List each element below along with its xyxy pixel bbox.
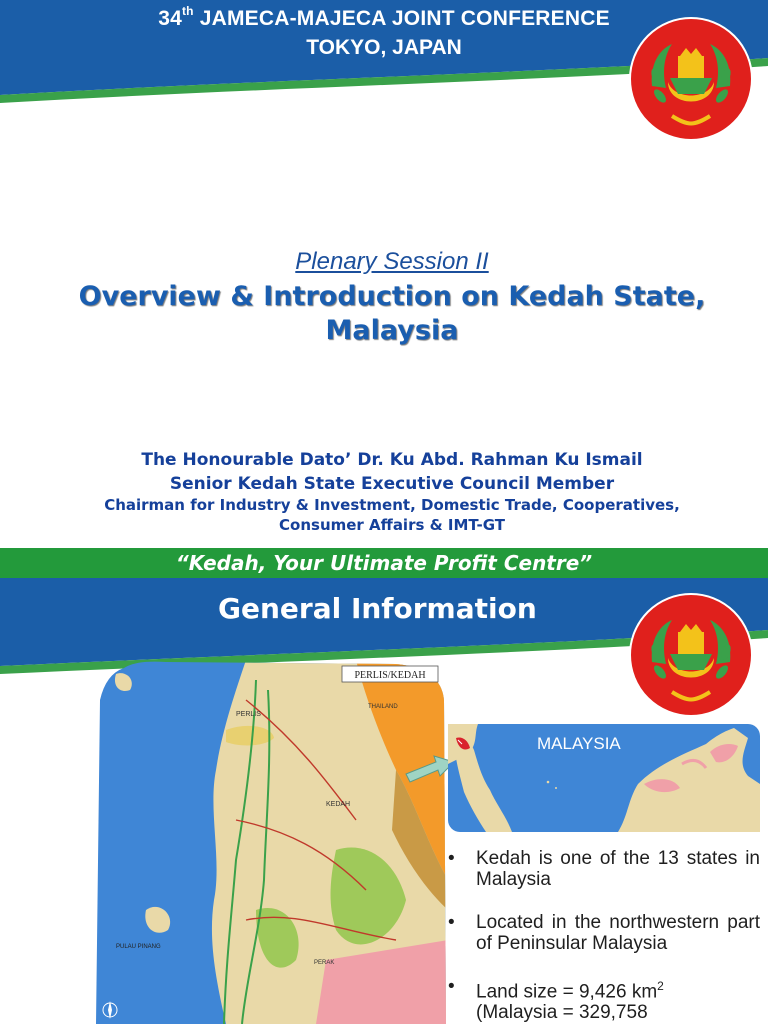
title-line-2: Malaysia bbox=[325, 315, 459, 346]
fact-superscript: 2 bbox=[657, 979, 664, 993]
kedah-crest-icon bbox=[628, 592, 754, 718]
session-label: Plenary Session II bbox=[295, 248, 489, 275]
kedah-map bbox=[96, 660, 448, 1024]
presenter-portfolio-line-2: Consumer Affairs & IMT-GT bbox=[279, 516, 505, 534]
kedah-crest-icon bbox=[628, 16, 754, 142]
presenter-role: Senior Kedah State Executive Council Member bbox=[169, 474, 615, 494]
fact-text-continued: (Malaysia = 329,758 bbox=[476, 1002, 648, 1024]
title-line-1: Overview & Introduction on Kedah State, bbox=[78, 281, 706, 312]
conference-name: JAMECA-MAJECA JOINT CONFERENCE bbox=[193, 7, 610, 30]
fact-list bbox=[448, 848, 760, 1024]
conference-ordinal: th bbox=[181, 4, 194, 18]
fact-text: Located in the northwestern part of Peninsular Malaysia bbox=[476, 912, 760, 954]
fact-text: Kedah is one of the 13 states in Malaysia bbox=[476, 848, 760, 890]
presenter-name: The Honourable Dato’ Dr. Ku Abd. Rahman Ku Ismail bbox=[141, 450, 643, 470]
presenter-portfolio-line-1: Chairman for Industry & Investment, Domestic Trade, Cooperatives, bbox=[104, 496, 680, 514]
inset-map-label: MALAYSIA bbox=[537, 734, 621, 753]
slide-title: General Information bbox=[218, 592, 537, 625]
presentation-title bbox=[40, 280, 744, 348]
list-item bbox=[448, 912, 760, 954]
fact-text: Land size = 9,426 km bbox=[476, 981, 658, 1003]
bullet-dot-icon: • bbox=[448, 848, 455, 869]
conference-number: 34 bbox=[158, 7, 182, 30]
general-information-slide bbox=[0, 578, 768, 1024]
map-label-perlis: PERLIS bbox=[236, 711, 261, 718]
map-title: PERLIS/KEDAH bbox=[354, 670, 426, 681]
list-item bbox=[448, 848, 760, 890]
map-label-thailand: THAILAND bbox=[368, 704, 398, 710]
map-label-kedah: KEDAH bbox=[326, 801, 351, 808]
bullet-dot-icon: • bbox=[448, 976, 455, 997]
conference-location: TOKYO, JAPAN bbox=[306, 36, 462, 59]
bullet-dot-icon: • bbox=[448, 912, 455, 933]
list-item bbox=[448, 976, 760, 1023]
map-label-pulau-pinang: PULAU PINANG bbox=[116, 944, 161, 950]
tagline: “Kedah, Your Ultimate Profit Centre” bbox=[175, 551, 593, 575]
map-label-perak: PERAK bbox=[314, 960, 335, 966]
